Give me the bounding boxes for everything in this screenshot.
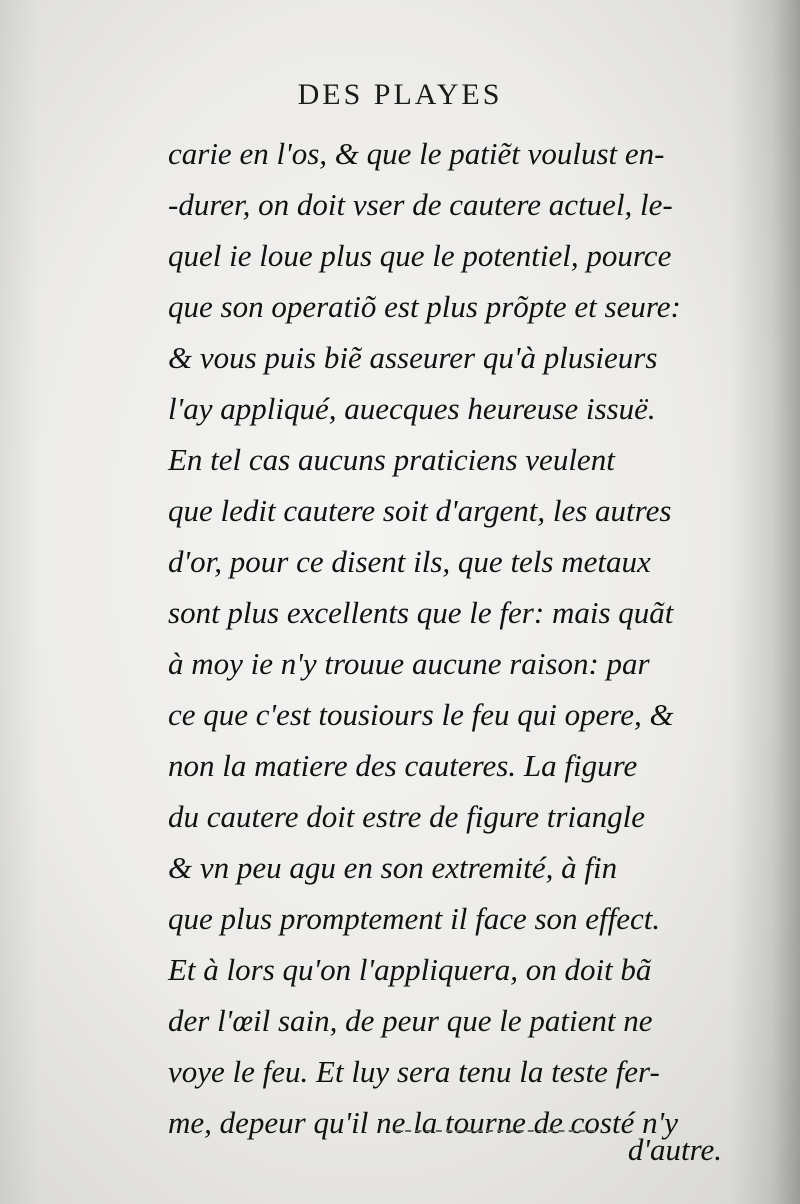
catchword: d'autre. <box>627 1132 722 1167</box>
text-line: En tel cas aucuns praticiens veulent <box>168 442 615 477</box>
text-line: me, depeur qu'il ne la tourne de costé n'y <box>168 1105 678 1140</box>
dashed-rule <box>395 1130 595 1132</box>
gutter-shadow <box>730 0 800 1204</box>
text-line: que son operatiõ est plus prõpte et seure: <box>168 289 681 324</box>
text-line: Et à lors qu'on l'appliquera, on doit bã <box>168 952 652 987</box>
text-line: & vn peu agu en son extremité, à fin <box>168 850 618 885</box>
text-line: quel ie loue plus que le potentiel, pource <box>168 238 672 273</box>
text-line: du cautere doit estre de figure triangle <box>168 799 645 834</box>
text-line: à moy ie n'y trouue aucune raison: par <box>168 646 650 681</box>
text-line: que plus promptement il face son effect. <box>168 901 661 936</box>
text-line: sont plus excellents que le fer: mais quãt <box>168 595 674 630</box>
text-line: -durer, on doit vser de cautere actuel, le- <box>168 187 673 222</box>
text-line: voye le feu. Et luy sera tenu la teste fer- <box>168 1054 660 1089</box>
text-line: carie en l'os, & que le patiẽt voulust en- <box>168 136 665 171</box>
text-line: que ledit cautere soit d'argent, les autres <box>168 493 672 528</box>
text-line: & vous puis biẽ asseurer qu'à plusieurs <box>168 340 658 375</box>
text-line: l'ay appliqué, auecques heureuse issuë. <box>168 391 656 426</box>
text-line: ce que c'est tousiours le feu qui opere, & <box>168 697 674 732</box>
text-line: der l'œil sain, de peur que le patient ne <box>168 1003 653 1038</box>
page-edge-shadow <box>0 0 40 1204</box>
running-head: DES PLAYES <box>297 78 503 111</box>
body-text <box>168 128 728 1148</box>
text-line: d'or, pour ce disent ils, que tels metaux <box>168 544 651 579</box>
text-line: non la matiere des cauteres. La figure <box>168 748 638 783</box>
